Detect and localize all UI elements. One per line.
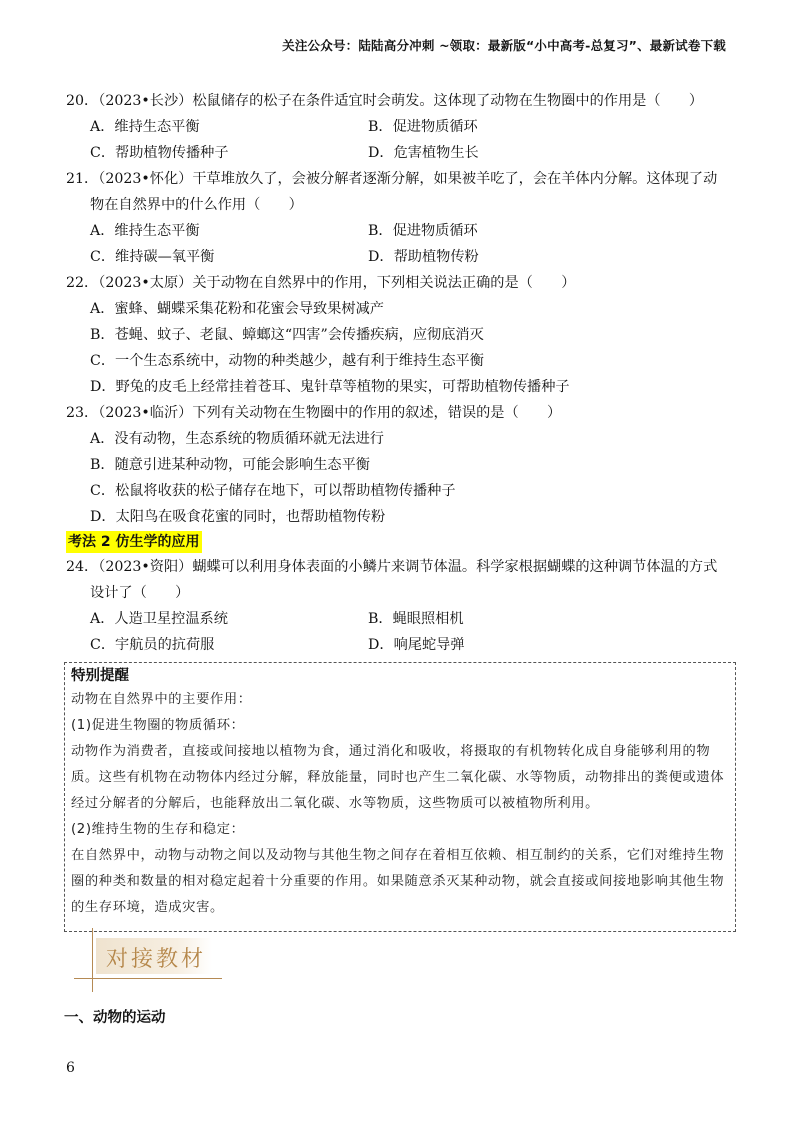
options — [66, 426, 738, 530]
options — [66, 218, 738, 270]
option-a: A．蜜蜂、蝴蝶采集花粉和花蜜会导致果树减产 — [90, 301, 384, 317]
option-a: A．没有动物，生态系统的物质循环就无法进行 — [90, 431, 384, 447]
option-c: C．一个生态系统中，动物的种类越少，越有利于维持生态平衡 — [90, 353, 484, 369]
option-d: D．响尾蛇导弹 — [368, 637, 465, 653]
option-b: B．蝇眼照相机 — [368, 611, 464, 627]
section-heading: 一、动物的运动 — [64, 1010, 166, 1026]
question-content — [66, 88, 738, 932]
options — [66, 114, 738, 166]
option-a: A．维持生态平衡 — [90, 119, 200, 135]
page-number: 6 — [66, 1060, 75, 1076]
page-header: 关注公众号：陆陆高分冲刺 ~领取：最新版“小中高考-总复习”、最新试卷下载 — [282, 38, 726, 53]
option-c: C．松鼠将收获的松子储存在地下，可以帮助植物传播种子 — [90, 483, 456, 499]
question-stem: 24．（2023•资阳）蝴蝶可以利用身体表面的小鳞片来调节体温。科学家根据蝴蝶的这种调节体温的方式 — [66, 559, 718, 575]
option-b: B．随意引进某种动物，可能会影响生态平衡 — [90, 457, 370, 473]
options — [66, 296, 738, 400]
option-b: B．苍蝇、蚊子、老鼠、蟑螂这“四害”会传播疾病，应彻底消灭 — [90, 327, 484, 343]
notice-point-1-heading: (1)促进生物圈的物质循环： — [71, 718, 245, 733]
option-d: D．危害植物生长 — [368, 145, 479, 161]
question-stem: 20．（2023•长沙）松鼠储存的松子在条件适宜时会萌发。这体现了动物在生物圈中的作用是（ ） — [66, 93, 704, 109]
textbook-banner — [74, 928, 224, 990]
option-c: C．帮助植物传播种子 — [90, 145, 229, 161]
option-c: C．宇航员的抗荷服 — [90, 637, 215, 653]
question-stem-continued: 设计了（ ） — [90, 585, 190, 601]
banner-vertical-rule — [92, 928, 93, 992]
option-d: D．野兔的皮毛上经常挂着苍耳、鬼针草等植物的果实，可帮助植物传播种子 — [90, 379, 570, 395]
notice-point-2-heading: (2)维持生物的生存和稳定： — [71, 822, 245, 837]
banner-horizontal-rule — [74, 978, 222, 979]
options — [66, 606, 738, 658]
question-22 — [66, 270, 738, 400]
question-stem: 23．（2023•临沂）下列有关动物在生物圈中的作用的叙述，错误的是（ ） — [66, 405, 562, 421]
option-d: D．帮助植物传粉 — [368, 249, 479, 265]
notice-point-1-body: 动物作为消费者，直接或间接地以植物为食，通过消化和吸收，将摄取的有机物转化成自身能够利用的物质。这些有机物在动物体内经过分解，释放能量，同时也产生二氧化碳、水等物质，动物排出的粪便或遗体经过分解者的分解后，也能释放出二氧化碳、水等物质，这些物质可以被植物所利用。 — [71, 744, 725, 811]
question-stem-continued: 物在自然界中的什么作用（ ） — [90, 197, 303, 213]
question-21 — [66, 166, 738, 270]
notice-title: 特别提醒 — [71, 668, 129, 684]
option-b: B．促进物质循环 — [368, 223, 478, 239]
question-stem: 22．（2023•太原）关于动物在自然界中的作用，下列相关说法正确的是（ ） — [66, 275, 576, 291]
question-20 — [66, 88, 738, 166]
question-24 — [66, 554, 738, 658]
section-tag-method-2: 考法 2 仿生学的应用 — [66, 531, 202, 553]
question-23 — [66, 400, 738, 530]
option-b: B．促进物质循环 — [368, 119, 478, 135]
option-d: D．太阳鸟在吸食花蜜的同时，也帮助植物传粉 — [90, 509, 386, 525]
banner-title: 对接教材 — [106, 947, 207, 972]
option-a: A．人造卫星控温系统 — [90, 611, 228, 627]
notice-point-2-body: 在自然界中，动物与动物之间以及动物与其他生物之间存在着相互依赖、相互制约的关系，它们对维持生物圈的种类和数量的相对稳定起着十分重要的作用。如果随意杀灭某种动物，就会直接或间接地影响其他生物的生存环境，造成灾害。 — [71, 848, 725, 915]
special-reminder-box — [64, 662, 736, 932]
option-c: C．维持碳—氧平衡 — [90, 249, 215, 265]
option-a: A．维持生态平衡 — [90, 223, 200, 239]
notice-intro: 动物在自然界中的主要作用： — [71, 692, 252, 707]
question-stem: 21．（2023•怀化）干草堆放久了，会被分解者逐渐分解，如果被羊吃了，会在羊体内分解。这体现了动 — [66, 171, 718, 187]
